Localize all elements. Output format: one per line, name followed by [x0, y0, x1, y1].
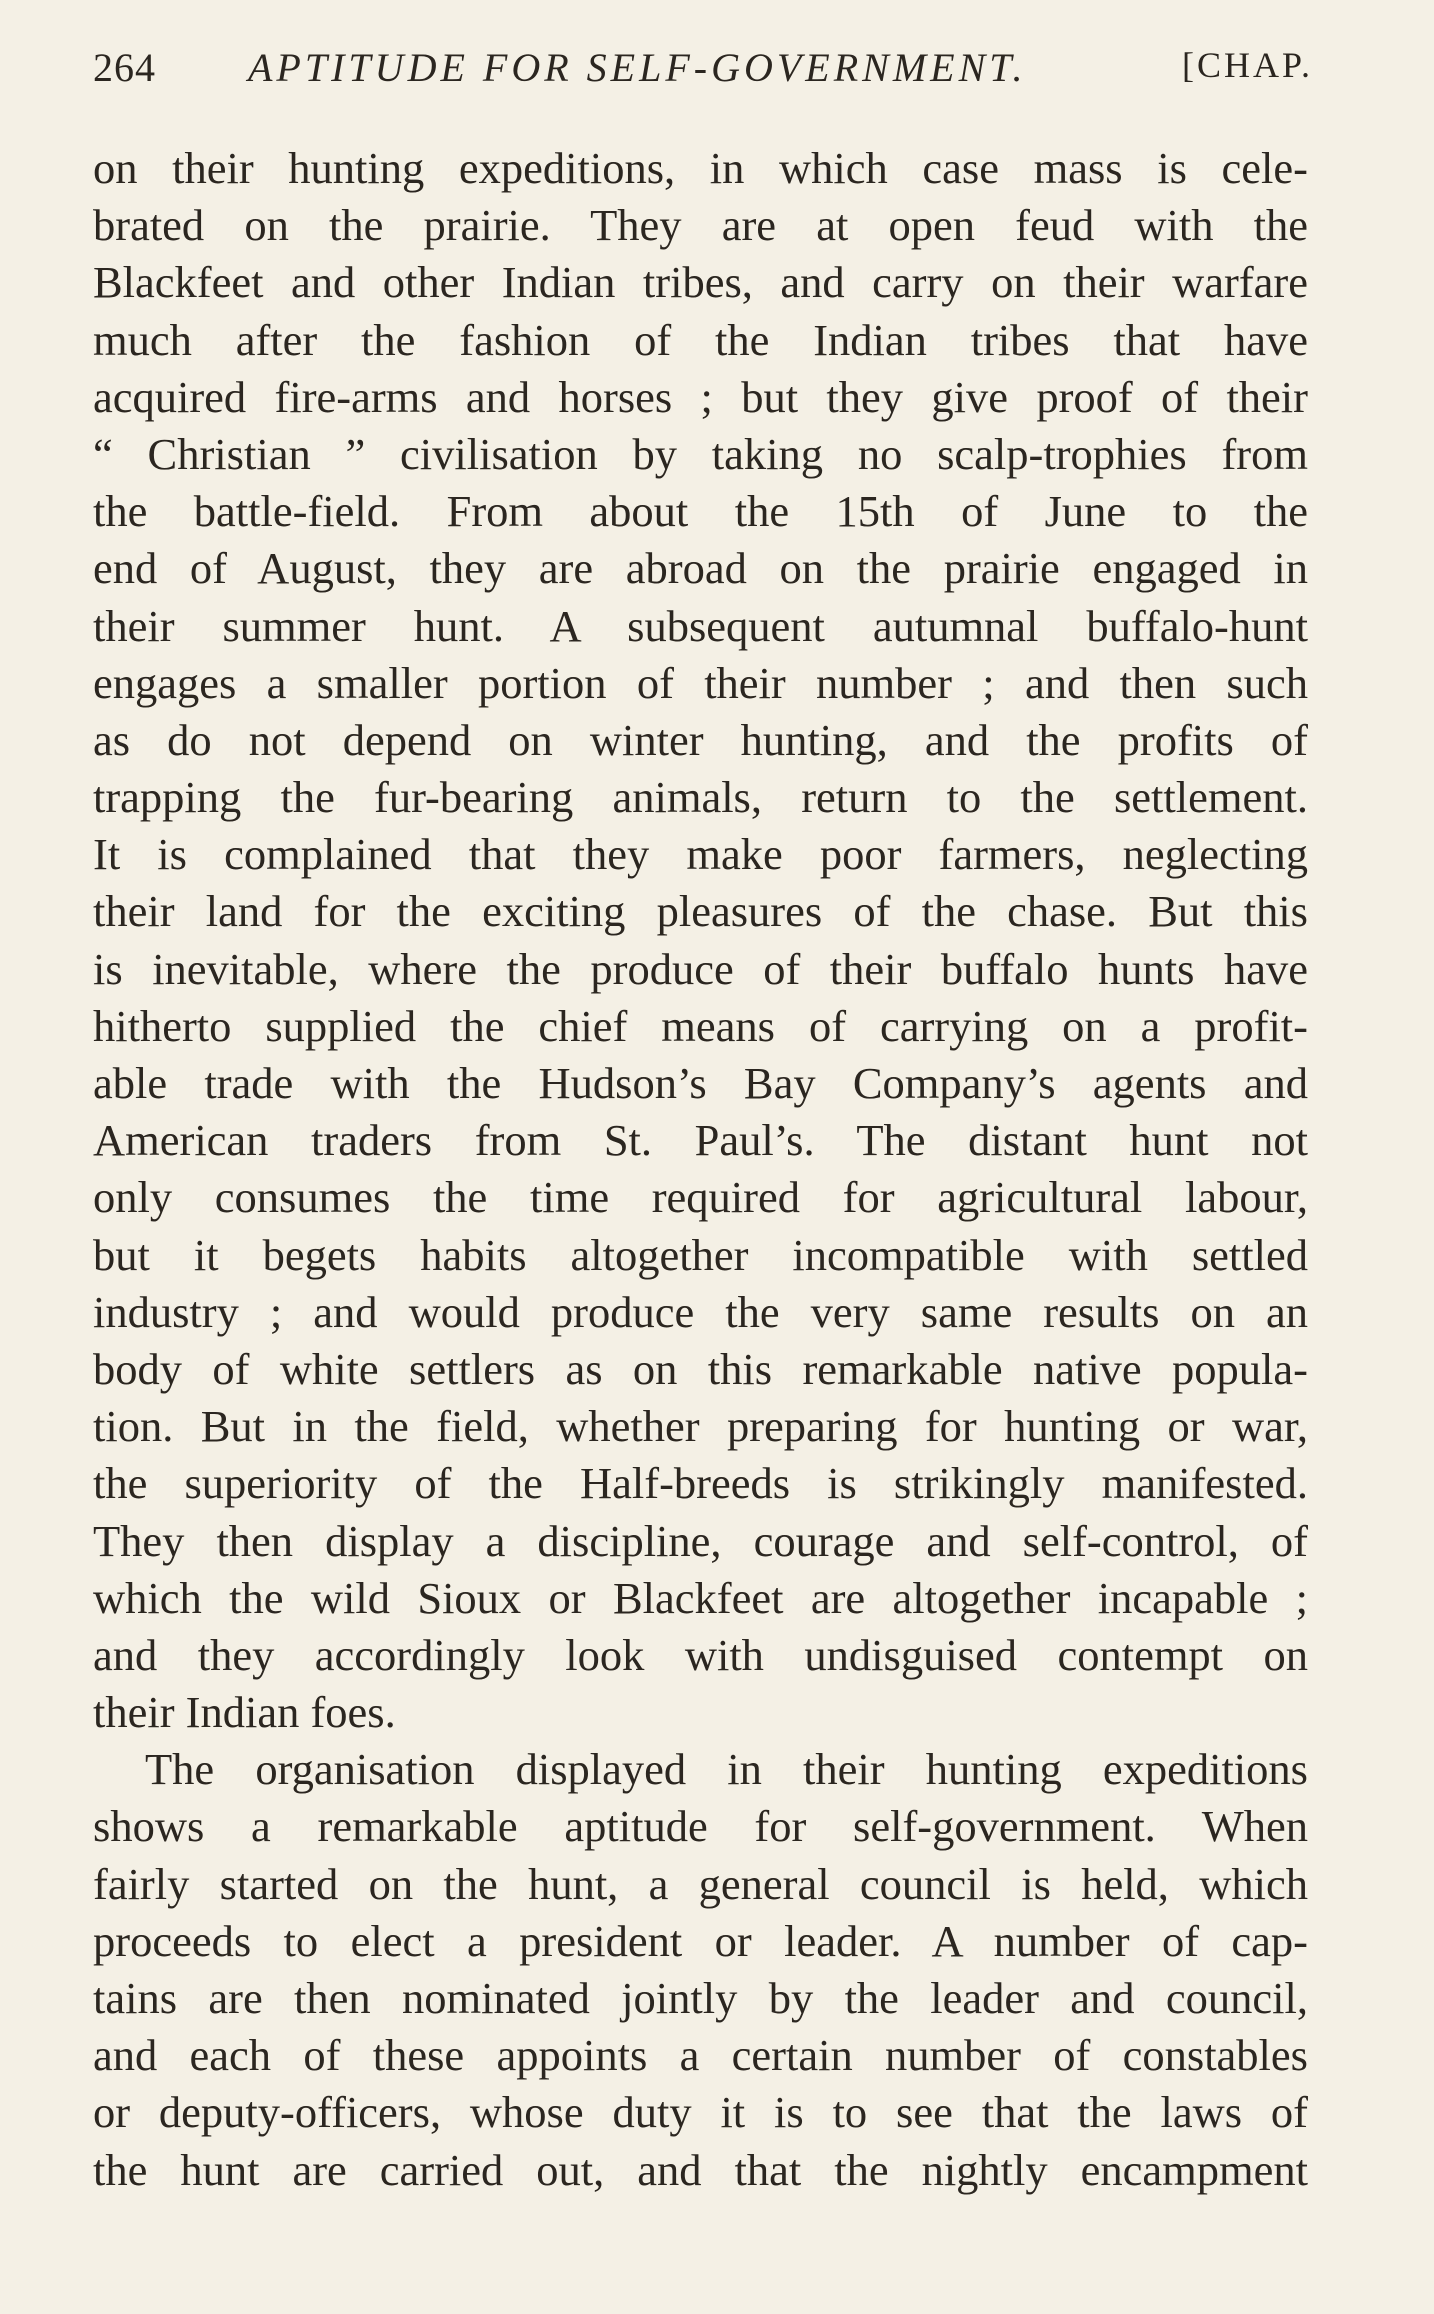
text-line: or deputy-officers, whose duty it is to see that the laws of: [93, 2087, 1308, 2138]
text-line: their land for the exciting pleasures of the chase. But this: [93, 886, 1308, 937]
text-line: shows a remarkable aptitude for self-government. When: [93, 1801, 1308, 1852]
text-line: trapping the fur-bearing animals, return to the settlement.: [93, 772, 1308, 823]
text-line: only consumes the time required for agricultural labour,: [93, 1172, 1308, 1223]
text-line: able trade with the Hudson’s Bay Company’s agents and: [93, 1058, 1308, 1108]
text-line: brated on the prairie. They are at open feud with the: [93, 200, 1308, 251]
text-line: engages a smaller portion of their number ; and then such: [93, 657, 1308, 708]
paragraph-end-line: their Indian foes.: [93, 1687, 396, 1738]
text-line: “ Christian ” civilisation by taking no scalp-trophies from: [93, 428, 1308, 479]
text-line: the hunt are carried out, and that the nightly encampment: [93, 2144, 1308, 2195]
text-line: but it begets habits altogether incompatible with settled: [93, 1229, 1308, 1280]
chapter-mark: [CHAP.: [1181, 45, 1313, 85]
running-title: APTITUDE FOR SELF-GOVERNMENT.: [248, 45, 1027, 90]
text-line: the superiority of the Half-breeds is strikingly manifested.: [93, 1458, 1308, 1509]
text-line: on their hunting expeditions, in which case mass is cele-: [93, 143, 1308, 193]
text-line: end of August, they are abroad on the prairie engaged in: [93, 543, 1308, 594]
text-line: body of white settlers as on this remarkable native popula-: [93, 1343, 1308, 1394]
text-line: the battle-field. From about the 15th of June to the: [93, 486, 1308, 537]
text-line: proceeds to elect a president or leader. A number of cap-: [93, 1915, 1308, 1966]
text-line: fairly started on the hunt, a general council is held, which: [93, 1858, 1308, 1909]
page-number: 264: [93, 45, 156, 90]
text-line: as do not depend on winter hunting, and the profits of: [93, 714, 1308, 765]
text-line: and they accordingly look with undisguised contempt on: [93, 1629, 1308, 1680]
text-line: industry ; and would produce the very same results on an: [93, 1286, 1308, 1337]
text-line: Blackfeet and other Indian tribes, and carry on their warfare: [93, 257, 1308, 308]
text-line: tains are then nominated jointly by the leader and council,: [93, 1973, 1308, 2023]
text-line: is inevitable, where the produce of their buffalo hunts have: [93, 943, 1308, 994]
text-line: their summer hunt. A subsequent autumnal buffalo-hunt: [93, 600, 1308, 651]
text-line: which the wild Sioux or Blackfeet are altogether incapable ;: [93, 1572, 1308, 1623]
text-line: and each of these appoints a certain number of constables: [93, 2030, 1308, 2081]
paragraph-start-line: The organisation displayed in their hunting expeditions: [145, 1744, 1308, 1795]
running-head: [93, 44, 1313, 94]
text-line: much after the fashion of the Indian tribes that have: [93, 314, 1308, 365]
text-line: acquired fire-arms and horses ; but they give proof of their: [93, 371, 1308, 422]
text-line: American traders from St. Paul’s. The distant hunt not: [93, 1115, 1308, 1166]
body-text: [93, 140, 1308, 2199]
text-line: They then display a discipline, courage and self-control, of: [93, 1515, 1308, 1566]
text-line: hitherto supplied the chief means of carrying on a profit-: [93, 1000, 1308, 1051]
text-line: tion. But in the field, whether preparing for hunting or war,: [93, 1401, 1308, 1452]
text-line: It is complained that they make poor farmers, neglecting: [93, 829, 1308, 880]
